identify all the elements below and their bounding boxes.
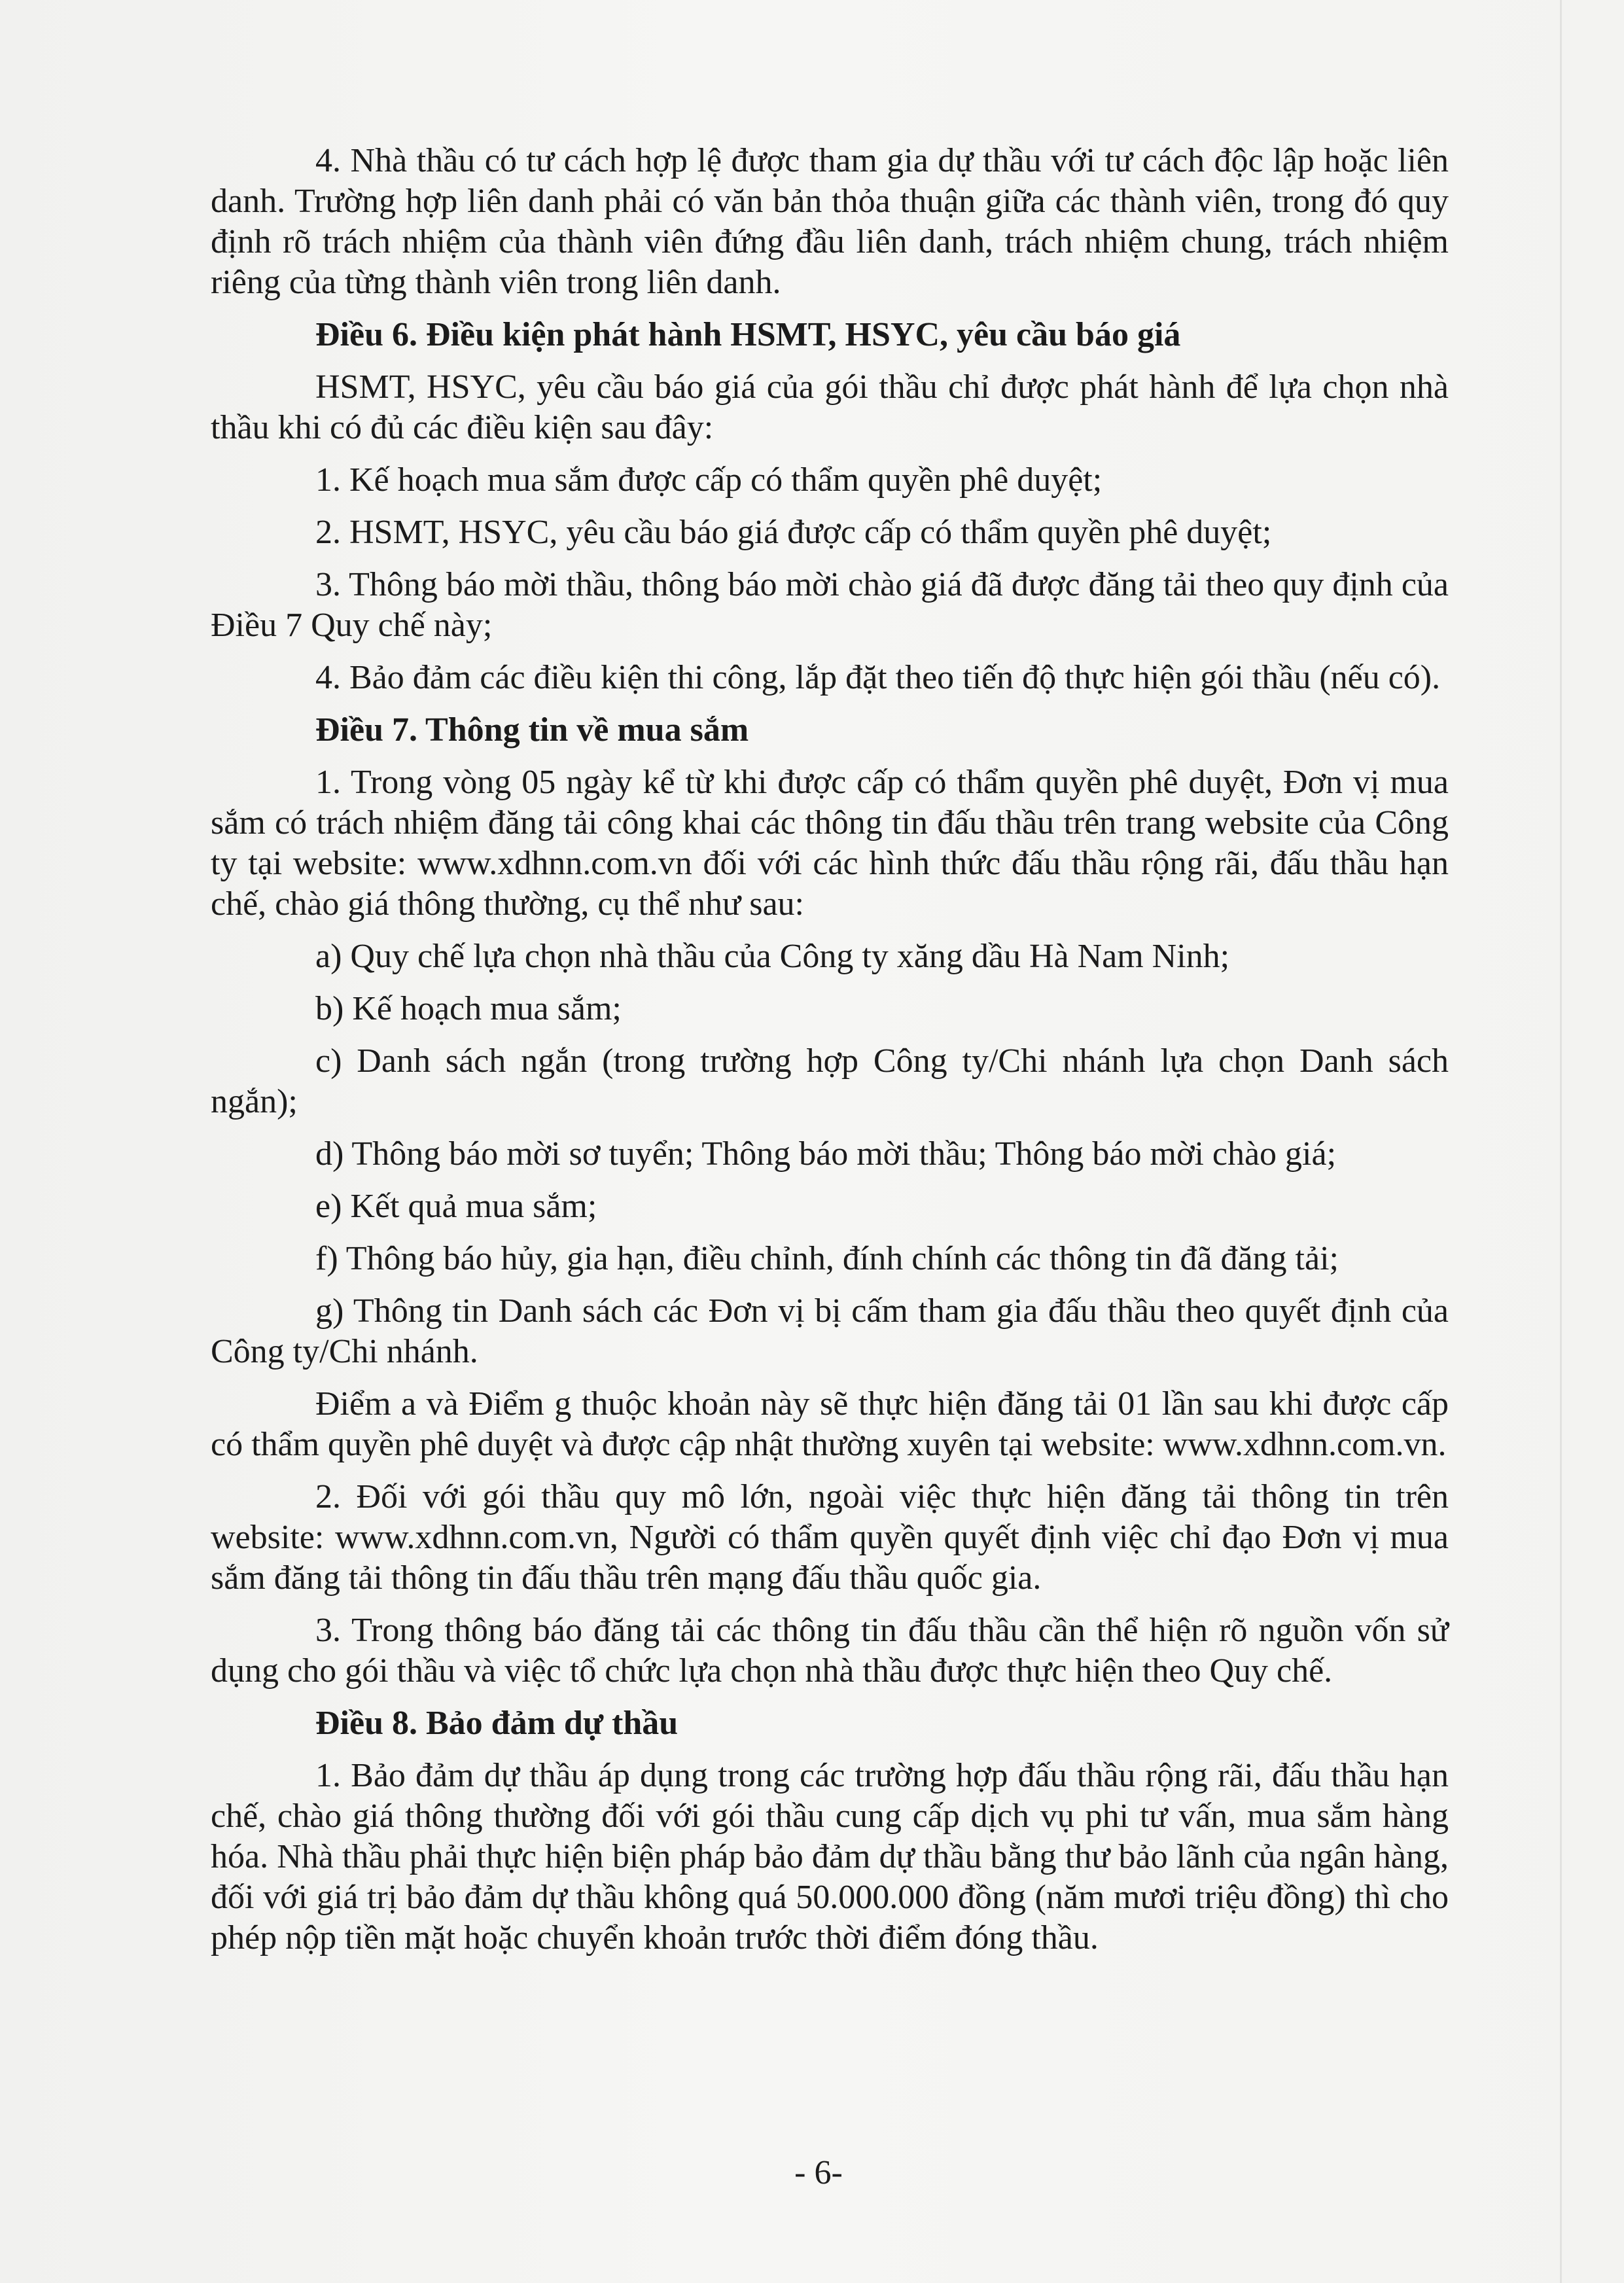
paragraph-article-7-point-b: b) Kế hoạch mua sắm;	[315, 990, 622, 1027]
page-edge	[1560, 0, 1562, 2283]
paragraph-article-7-point-f: f) Thông báo hủy, gia hạn, điều chỉnh, đính chính các thông tin đã đăng tải;	[315, 1240, 1339, 1277]
heading-article-6: Điều 6. Điều kiện phát hành HSMT, HSYC, yêu cầu báo giá	[315, 316, 1181, 353]
document-body	[211, 141, 1449, 1970]
paragraph-article-7-item-3: 3. Trong thông báo đăng tải các thông tin đấu thầu cần thể hiện rõ nguồn vốn sử dụng cho gói thầu và việc tổ chức lựa chọn nhà thầu được thực hiện theo Quy chế.	[211, 1612, 1449, 1690]
paragraph-article-7-points-note: Điểm a và Điểm g thuộc khoản này sẽ thực hiện đăng tải 01 lần sau khi được cấp có thẩm quyền phê duyệt và được cập nhật thường xuyên tại website: www.xdhnn.com.vn.	[211, 1385, 1449, 1463]
page-number: - 6-	[794, 2154, 843, 2191]
paragraph-4-bidder-eligibility: 4. Nhà thầu có tư cách hợp lệ được tham gia dự thầu với tư cách độc lập hoặc liên danh. Trường hợp liên danh phải có văn bản thỏa thuận giữa các thành viên, trong đó quy định rõ trách nhiệm của thành viên đứng đầu liên danh, trách nhiệm chung, trách nhiệm riêng của từng thành viên trong liên danh.	[211, 142, 1449, 301]
paragraph-article-6-item-4: 4. Bảo đảm các điều kiện thi công, lắp đặt theo tiến độ thực hiện gói thầu (nếu có).	[315, 659, 1441, 696]
paragraph-article-8-item-1: 1. Bảo đảm dự thầu áp dụng trong các trường hợp đấu thầu rộng rãi, đấu thầu hạn chế, chào giá thông thường đối với gói thầu cung cấp dịch vụ phi tư vấn, mua sắm hàng hóa. Nhà thầu phải thực hiện biện pháp bảo đảm dự thầu bằng thư bảo lãnh của ngân hàng, đối với giá trị bảo đảm dự thầu không quá 50.000.000 đồng (năm mươi triệu đồng) thì cho phép nộp tiền mặt hoặc chuyển khoản trước thời điểm đóng thầu.	[211, 1757, 1449, 1956]
paragraph-article-7-point-c: c) Danh sách ngắn (trong trường hợp Công ty/Chi nhánh lựa chọn Danh sách ngắn);	[211, 1042, 1449, 1120]
paragraph-article-7-item-2: 2. Đối với gói thầu quy mô lớn, ngoài việc thực hiện đăng tải thông tin trên website: www.xdhnn.com.vn, Người có thẩm quyền quyết định việc chỉ đạo Đơn vị mua sắm đăng tải thông tin đấu thầu trên mạng đấu thầu quốc gia.	[211, 1478, 1449, 1597]
heading-article-7: Điều 7. Thông tin về mua sắm	[315, 711, 749, 749]
paragraph-article-7-point-a: a) Quy chế lựa chọn nhà thầu của Công ty xăng dầu Hà Nam Ninh;	[315, 938, 1230, 975]
paragraph-article-6-item-3: 3. Thông báo mời thầu, thông báo mời chào giá đã được đăng tải theo quy định của Điều 7 Quy chế này;	[211, 566, 1449, 644]
paragraph-article-7-point-g: g) Thông tin Danh sách các Đơn vị bị cấm tham gia đấu thầu theo quyết định của Công ty/Chi nhánh.	[211, 1292, 1449, 1370]
paragraph-article-6-intro: HSMT, HSYC, yêu cầu báo giá của gói thầu chỉ được phát hành để lựa chọn nhà thầu khi có đủ các điều kiện sau đây:	[211, 368, 1449, 446]
paragraph-article-7-point-e: e) Kết quả mua sắm;	[315, 1188, 597, 1225]
paragraph-article-6-item-1: 1. Kế hoạch mua sắm được cấp có thẩm quyền phê duyệt;	[315, 461, 1103, 499]
paragraph-article-7-point-d: d) Thông báo mời sơ tuyển; Thông báo mời thầu; Thông báo mời chào giá;	[315, 1135, 1337, 1173]
heading-article-8: Điều 8. Bảo đảm dự thầu	[315, 1705, 679, 1742]
paragraph-article-6-item-2: 2. HSMT, HSYC, yêu cầu báo giá được cấp có thẩm quyền phê duyệt;	[315, 514, 1272, 551]
paragraph-article-7-item-1: 1. Trong vòng 05 ngày kể từ khi được cấp có thẩm quyền phê duyệt, Đơn vị mua sắm có trách nhiệm đăng tải công khai các thông tin đấu thầu trên trang website của Công ty tại website: www.xdhnn.com.vn đối với các hình thức đấu thầu rộng rãi, đấu thầu hạn chế, chào giá thông thường, cụ thể như sau:	[211, 764, 1449, 923]
